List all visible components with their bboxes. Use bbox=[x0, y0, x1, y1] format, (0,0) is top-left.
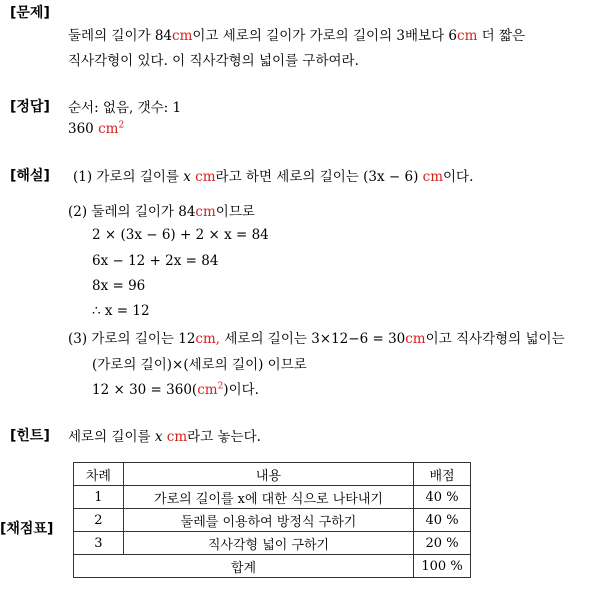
problem-text-3: 더 짧은 bbox=[477, 28, 526, 44]
problem-line-2: 직사각형이 있다. 이 직사각형의 넓이를 구하여라. bbox=[68, 53, 359, 69]
solution-step-3b: (가로의 길이)×(세로의 길이) 이므로 bbox=[92, 357, 307, 373]
table-row: 3 직사각형 넓이 구하기 20 % bbox=[74, 532, 471, 555]
answer-number: 360 bbox=[68, 121, 94, 137]
unit-cm: $cm^2$ bbox=[197, 381, 224, 398]
total-label: 합계 bbox=[74, 555, 414, 578]
problem-label: [문제] bbox=[10, 5, 50, 21]
unit-cm: cm bbox=[422, 169, 444, 185]
equation-1: 2 × (3x − 6) + 2 × x = 84 bbox=[92, 227, 269, 243]
total-value: 100 % bbox=[414, 555, 471, 578]
unit-cm: cm, bbox=[195, 331, 221, 347]
answer-order-count: 순서: 없음, 갯수: 1 bbox=[68, 100, 182, 116]
answer-label: [정답] bbox=[10, 99, 50, 115]
solution-label: [해설] bbox=[10, 168, 50, 184]
table-total-row bbox=[74, 555, 471, 578]
equation-3: 8x = 96 bbox=[92, 278, 146, 294]
rubric-table bbox=[73, 462, 471, 578]
header-score: 배점 bbox=[414, 463, 471, 486]
equation-2: 6x − 12 + 2x = 84 bbox=[92, 253, 219, 269]
solution-step-3: (3) 가로의 길이는 12cm, 세로의 길이는 3×12−6 = 30cm이고 직사각형의 넓이는 bbox=[68, 331, 565, 347]
hint-text: 세로의 길이를 x cm라고 놓는다. bbox=[68, 429, 261, 445]
unit-cm: cm bbox=[172, 28, 193, 44]
rubric-label: [채점표] bbox=[0, 521, 54, 537]
problem-line-1 bbox=[68, 24, 525, 44]
unit-cm: cm bbox=[405, 331, 426, 347]
unit-cm: $cm^2$ bbox=[98, 120, 125, 137]
solution-step-3c: $12 \times 30 = 360(cm^2)$이다. bbox=[92, 381, 259, 398]
solution-step-1: (1) 가로의 길이를 x cm라고 하면 세로의 길이는 (3x − 6) cm이다. bbox=[73, 169, 474, 185]
table-row: 1 가로의 길이를 x에 대한 식으로 나타내기 40 % bbox=[74, 486, 471, 509]
table-row: 2 둘레를 이용하여 방정식 구하기 40 % bbox=[74, 509, 471, 532]
header-order: 차례 bbox=[74, 463, 124, 486]
problem-text-2: 이고 세로의 길이가 가로의 길이의 3배보다 6 bbox=[192, 28, 458, 44]
header-content: 내용 bbox=[123, 463, 413, 486]
solution-step-2: (2) 둘레의 길이가 84cm이므로 bbox=[68, 204, 255, 220]
equation-4: ∴ x = 12 bbox=[92, 303, 150, 319]
table-header-row bbox=[74, 463, 471, 486]
answer-value bbox=[68, 121, 124, 137]
problem-text-1: 둘레의 길이가 84 bbox=[68, 28, 173, 44]
unit-cm: cm bbox=[195, 169, 216, 185]
unit-cm: cm bbox=[195, 204, 216, 220]
hint-label: [힌트] bbox=[10, 428, 50, 444]
unit-cm: cm bbox=[457, 28, 478, 44]
unit-cm: cm bbox=[166, 429, 188, 445]
